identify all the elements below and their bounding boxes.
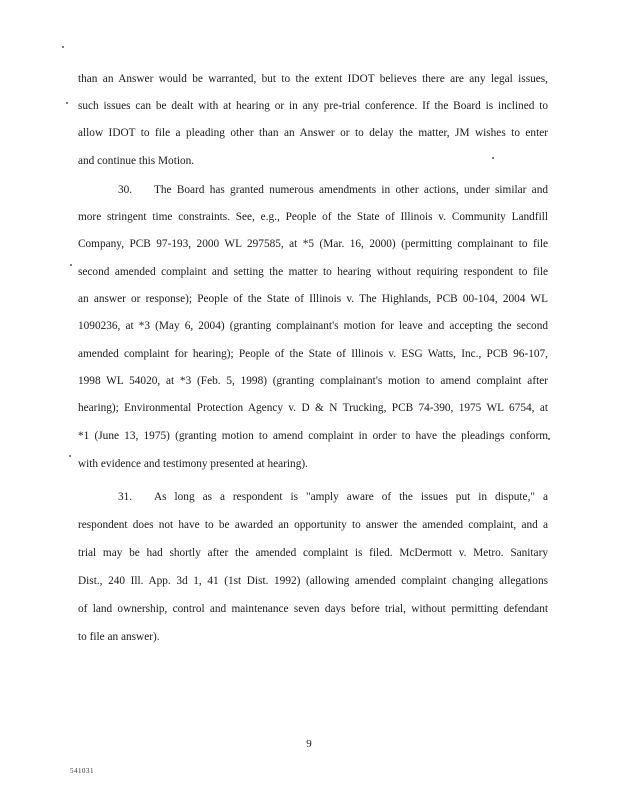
paragraph-30-line: more stringent time constraints. See, e.g., People of the State of Illinois v. Community Landfill bbox=[78, 211, 548, 223]
paragraph-31-first-text: As long as a respondent is "amply aware of the issues put in dispute," a bbox=[154, 491, 548, 503]
paragraph-30-line: second amended complaint and setting the matter to hearing without requiring respondent to file bbox=[78, 266, 548, 278]
paragraph-31-line: of land ownership, control and maintenance seven days before trial, without permitting defendant bbox=[78, 603, 548, 615]
paragraph-30-first-text: The Board has granted numerous amendments in other actions, under similar and bbox=[154, 184, 548, 196]
paragraph-30-number: 30. bbox=[118, 184, 133, 196]
paragraph-30-line: amended complaint for hearing); People of the State of Illinois v. ESG Watts, Inc., PCB 96-107, bbox=[78, 348, 548, 360]
intro-line-4: and continue this Motion. bbox=[78, 155, 195, 167]
paragraph-30-line: an answer or response); People of the State of Illinois v. The Highlands, PCB 00-104, 2004 WL bbox=[78, 293, 548, 305]
paragraph-30-line: 1090236, at *3 (May 6, 2004) (granting complainant's motion for leave and accepting the second bbox=[78, 320, 548, 332]
intro-line-1: than an Answer would be warranted, but to the extent IDOT believes there are any legal issues, bbox=[78, 73, 548, 85]
scan-speck bbox=[548, 438, 550, 440]
scan-speck bbox=[70, 264, 72, 266]
paragraph-30-line: *1 (June 13, 1975) (granting motion to amend complaint in order to have the pleadings conform bbox=[78, 430, 548, 442]
paragraph-30-line: hearing); Environmental Protection Agency v. D & N Trucking, PCB 74-390, 1975 WL 6754, at bbox=[78, 402, 548, 414]
paragraph-31-line: to file an answer). bbox=[78, 631, 160, 643]
paragraph-30-first-line bbox=[118, 183, 548, 197]
intro-line-2: such issues can be dealt with at hearing or in any pre-trial conference. If the Board is inclined to bbox=[78, 100, 548, 112]
paragraph-31-line: trial may be had shortly after the amended complaint is filed. McDermott v. Metro. Sanitary bbox=[78, 547, 548, 559]
paragraph-30-line: 1998 WL 54020, at *3 (Feb. 5, 1998) (granting complainant's motion to amend complaint after bbox=[78, 375, 548, 387]
paragraph-31-number: 31. bbox=[118, 491, 133, 503]
page-number: 9 bbox=[306, 738, 312, 750]
scan-speck bbox=[492, 157, 494, 159]
paragraph-30-line: with evidence and testimony presented at hearing). bbox=[78, 458, 308, 470]
scan-speck bbox=[66, 102, 68, 104]
document-code: 541031 bbox=[70, 767, 94, 775]
intro-line-3: allow IDOT to file a pleading other than an Answer or to delay the matter, JM wishes to enter bbox=[78, 127, 548, 139]
paragraph-30-line: Company, PCB 97-193, 2000 WL 297585, at *5 (Mar. 16, 2000) (permitting complainant to file bbox=[78, 238, 548, 250]
scan-speck bbox=[69, 455, 71, 457]
paragraph-31-line: respondent does not have to be awarded an opportunity to answer the amended complaint, and a bbox=[78, 519, 548, 531]
paragraph-31-line: Dist., 240 Ill. App. 3d 1, 41 (1st Dist. 1992) (allowing amended complaint changing allegations bbox=[78, 575, 548, 587]
scan-speck bbox=[62, 46, 64, 48]
paragraph-31-first-line bbox=[118, 490, 548, 504]
